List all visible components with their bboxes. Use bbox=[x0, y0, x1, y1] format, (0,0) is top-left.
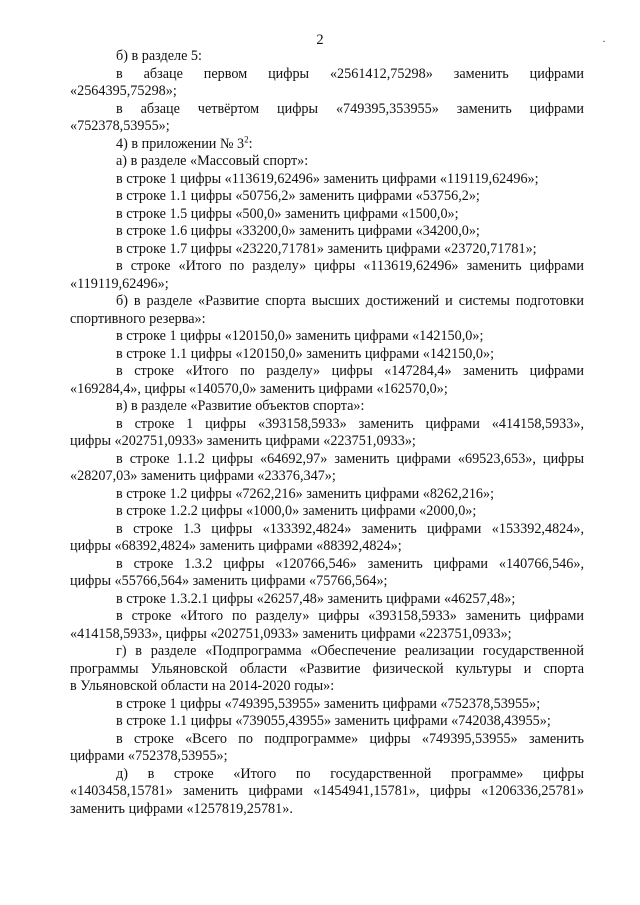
text-line-content: в строке «Итого по разделу» цифры «147284,4» заменить цифрами bbox=[116, 363, 584, 379]
text-line-content: «2564395,75298»; bbox=[70, 83, 177, 99]
text-line-content: в строке 1.5 цифры «500,0» заменить цифрами «1500,0»; bbox=[116, 205, 459, 222]
text-line bbox=[70, 696, 584, 713]
text-line bbox=[70, 591, 584, 608]
text-line bbox=[70, 486, 584, 503]
text-line-content: в строке «Итого по разделу» цифры «113619,62496» заменить цифрами bbox=[116, 258, 584, 274]
text-line bbox=[70, 188, 584, 205]
text-line-content: в строке 1.1.2 цифры «64692,97» заменить цифрами «69523,653», цифры bbox=[116, 450, 584, 467]
text-line-content: в строке 1.1 цифры «50756,2» заменить цифрами «53756,2»; bbox=[116, 188, 480, 204]
text-line bbox=[70, 311, 584, 328]
text-line bbox=[70, 713, 584, 730]
text-line bbox=[70, 783, 584, 800]
text-line-content: цифры «202751,0933» заменить цифрами «223751,0933»; bbox=[70, 433, 416, 449]
text-line bbox=[70, 468, 584, 485]
text-line bbox=[70, 398, 584, 415]
text-line-content: в строке «Всего по подпрограмме» цифры «749395,53955» заменить bbox=[116, 730, 584, 747]
text-line-content: «752378,53955»; bbox=[70, 118, 170, 134]
text-line-content: «414158,5933», цифры «202751,0933» заменить цифрами «223751,0933»; bbox=[70, 625, 512, 642]
text-line-content: в строке 1 цифры «120150,0» заменить цифрами «142150,0»; bbox=[116, 328, 484, 344]
page-number: 2 bbox=[316, 32, 324, 48]
text-line bbox=[70, 433, 584, 450]
text-line-content: в строке 1.3 цифры «133392,4824» заменить цифрами «153392,4824», bbox=[116, 520, 584, 537]
text-line bbox=[70, 678, 584, 695]
text-line bbox=[70, 66, 584, 83]
text-line-content: цифрами «752378,53955»; bbox=[70, 748, 228, 764]
text-line-content: г) в разделе «Подпрограмма «Обеспечение реализации государственной bbox=[116, 643, 584, 659]
text-line-content: цифры «55766,564» заменить цифрами «75766,564»; bbox=[70, 573, 388, 589]
text-line-content: б) в разделе «Развитие спорта высших достижений и системы подготовки bbox=[116, 293, 584, 309]
text-line-content: «169284,4», цифры «140570,0» заменить цифрами «162570,0»; bbox=[70, 380, 448, 397]
text-line-suffix: : bbox=[248, 135, 253, 152]
text-line bbox=[70, 416, 584, 433]
text-line bbox=[70, 626, 584, 643]
text-line-content: в строке 1.1 цифры «739055,43955» заменить цифрами «742038,43955»; bbox=[116, 713, 551, 729]
text-line-content: «119119,62496»; bbox=[70, 275, 169, 292]
text-line bbox=[70, 293, 584, 310]
text-line bbox=[70, 731, 584, 748]
text-line bbox=[70, 206, 584, 223]
margin-mark: · bbox=[602, 34, 606, 48]
text-line bbox=[70, 556, 584, 573]
text-line bbox=[70, 801, 584, 818]
text-line-content: в Ульяновской области на 2014-2020 годы»: bbox=[70, 678, 335, 694]
text-line bbox=[70, 451, 584, 468]
text-line bbox=[70, 538, 584, 555]
text-line bbox=[70, 258, 584, 275]
text-line-content: б) в разделе 5: bbox=[116, 48, 202, 64]
text-line-content: в абзаце четвёртом цифры «749395,353955» заменить цифрами bbox=[116, 100, 584, 117]
text-line-content: в) в разделе «Развитие объектов спорта»: bbox=[116, 398, 365, 414]
text-line-content: в абзаце первом цифры «2561412,75298» заменить цифрами bbox=[116, 65, 584, 82]
text-line bbox=[70, 118, 584, 135]
text-line-content: в строке 1 цифры «749395,53955» заменить цифрами «752378,53955»; bbox=[116, 695, 541, 712]
text-line bbox=[70, 153, 584, 170]
text-line bbox=[70, 171, 584, 188]
text-line bbox=[70, 381, 584, 398]
text-line bbox=[70, 241, 584, 258]
text-line-content: спортивного резерва»: bbox=[70, 310, 206, 327]
text-line-content: в строке 1 цифры «393158,5933» заменить цифрами «414158,5933», bbox=[116, 415, 584, 432]
text-line bbox=[70, 503, 584, 520]
text-line bbox=[70, 223, 584, 240]
superscript: 2 bbox=[244, 133, 249, 144]
text-line-content: «1403458,15781» заменить цифрами «1454941,15781», цифры «1206336,25781» bbox=[70, 783, 584, 799]
text-line-content: 4) в приложении № 3 bbox=[116, 135, 245, 152]
text-line-content: а) в разделе «Массовый спорт»: bbox=[116, 153, 309, 169]
text-line bbox=[70, 748, 584, 765]
text-line-content: в строке 1.1 цифры «120150,0» заменить цифрами «142150,0»; bbox=[116, 345, 495, 362]
text-line bbox=[70, 573, 584, 590]
text-line bbox=[70, 608, 584, 625]
text-line-content: в строке 1.7 цифры «23220,71781» заменить цифрами «23720,71781»; bbox=[116, 240, 537, 257]
text-line-content: д) в строке «Итого по государственной программе» цифры bbox=[116, 765, 584, 782]
text-line-content: заменить цифрами «1257819,25781». bbox=[70, 800, 293, 817]
text-line-content: в строке 1.3.2 цифры «120766,546» заменить цифрами «140766,546», bbox=[116, 555, 584, 572]
text-line bbox=[70, 133, 584, 153]
text-line-content: в строке 1.3.2.1 цифры «26257,48» заменить цифрами «46257,48»; bbox=[116, 590, 516, 607]
text-line bbox=[70, 521, 584, 538]
text-line-content: программы Ульяновской области «Развитие физической культуры и спорта bbox=[70, 660, 584, 677]
text-line bbox=[70, 661, 584, 678]
text-line bbox=[70, 328, 584, 345]
text-line-content: «28207,03» заменить цифрами «23376,347»; bbox=[70, 468, 336, 484]
text-line bbox=[70, 83, 584, 100]
text-line bbox=[70, 643, 584, 660]
text-line bbox=[70, 48, 584, 65]
text-line bbox=[70, 101, 584, 118]
text-line-content: в строке 1.2.2 цифры «1000,0» заменить цифрами «2000,0»; bbox=[116, 503, 477, 519]
text-line bbox=[70, 276, 584, 293]
text-line-content: в строке 1.6 цифры «33200,0» заменить цифрами «34200,0»; bbox=[116, 223, 480, 239]
text-line-content: в строке 1 цифры «113619,62496» заменить цифрами «119119,62496»; bbox=[116, 170, 539, 187]
text-line-content: цифры «68392,4824» заменить цифрами «88392,4824»; bbox=[70, 538, 402, 554]
text-line bbox=[70, 346, 584, 363]
text-line-content: в строке 1.2 цифры «7262,216» заменить цифрами «8262,216»; bbox=[116, 485, 495, 502]
text-line-content: в строке «Итого по разделу» цифры «393158,5933» заменить цифрами bbox=[116, 608, 584, 624]
text-line bbox=[70, 766, 584, 783]
text-line bbox=[70, 363, 584, 380]
